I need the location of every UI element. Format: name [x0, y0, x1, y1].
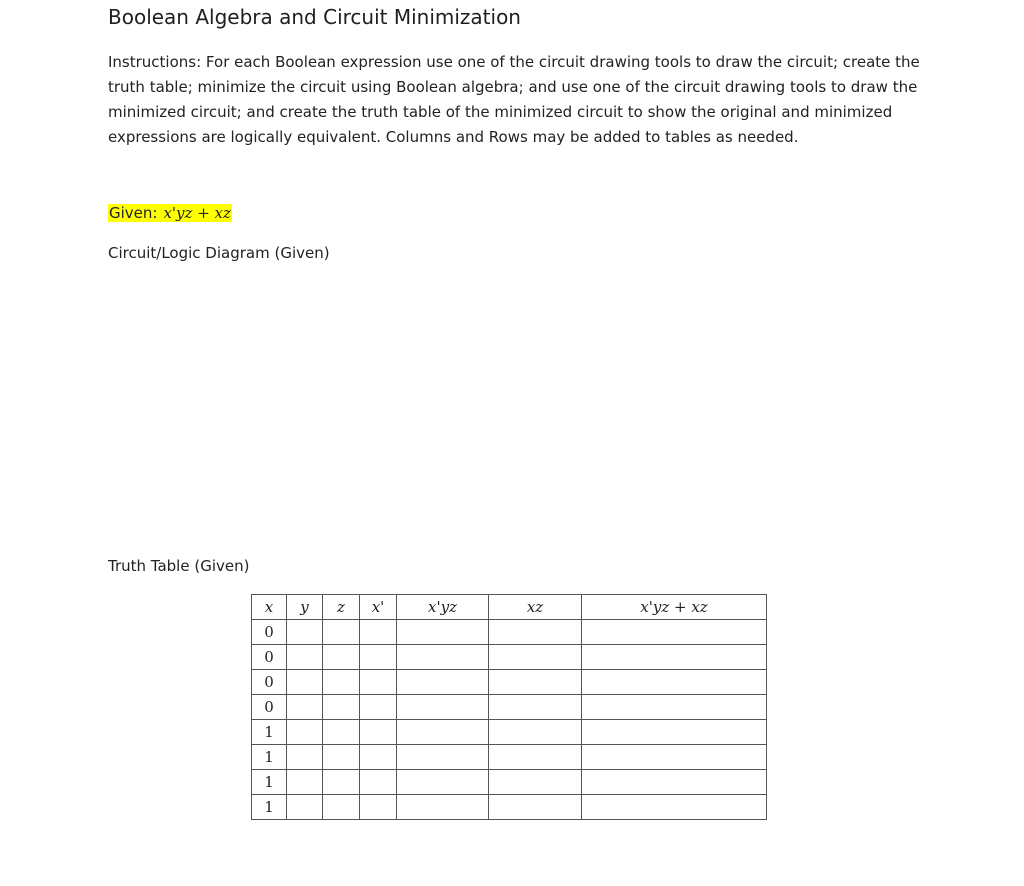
cell-x-value: 1: [252, 795, 287, 820]
table-cell-empty: [360, 795, 397, 820]
header-z: z: [323, 595, 360, 620]
table-cell-empty: [582, 745, 767, 770]
cell-x-value: 1: [252, 745, 287, 770]
table-cell-empty: [360, 645, 397, 670]
table-cell-empty: [323, 745, 360, 770]
table-row: [252, 720, 767, 745]
table-cell-empty: [397, 770, 489, 795]
header-x-z: xz: [489, 595, 582, 620]
table-cell-empty: [323, 670, 360, 695]
page-title: Boolean Algebra and Circuit Minimization: [108, 5, 521, 29]
table-cell-empty: [360, 620, 397, 645]
table-cell-empty: [489, 745, 582, 770]
table-cell-empty: [360, 720, 397, 745]
table-cell-empty: [287, 670, 323, 695]
table-cell-empty: [360, 745, 397, 770]
table-cell-empty: [582, 645, 767, 670]
table-cell-empty: [489, 720, 582, 745]
table-cell-empty: [582, 670, 767, 695]
table-cell-empty: [489, 770, 582, 795]
table-cell-empty: [397, 645, 489, 670]
table-cell-empty: [287, 795, 323, 820]
table-cell-empty: [323, 720, 360, 745]
table-cell-empty: [287, 720, 323, 745]
table-header-row: [252, 595, 767, 620]
table-cell-empty: [287, 695, 323, 720]
circuit-heading: Circuit/Logic Diagram (Given): [108, 244, 330, 262]
table-cell-empty: [397, 745, 489, 770]
table-cell-empty: [360, 770, 397, 795]
table-cell-empty: [397, 620, 489, 645]
table-cell-empty: [489, 620, 582, 645]
table-cell-empty: [287, 645, 323, 670]
table-cell-empty: [489, 795, 582, 820]
table-cell-empty: [489, 670, 582, 695]
given-expression: x'yz + xz: [163, 204, 231, 222]
table-cell-empty: [489, 645, 582, 670]
table-cell-empty: [287, 770, 323, 795]
table-cell-empty: [323, 770, 360, 795]
cell-x-value: 0: [252, 670, 287, 695]
table-cell-empty: [360, 695, 397, 720]
table-cell-empty: [582, 720, 767, 745]
table-cell-empty: [323, 645, 360, 670]
table-row: [252, 645, 767, 670]
table-cell-empty: [582, 695, 767, 720]
table-cell-empty: [582, 795, 767, 820]
table-cell-empty: [397, 720, 489, 745]
circuit-diagram-area: [108, 272, 928, 542]
header-result: x'yz + xz: [582, 595, 767, 620]
table-cell-empty: [287, 745, 323, 770]
table-cell-empty: [582, 770, 767, 795]
table-cell-empty: [360, 670, 397, 695]
truth-table-heading: Truth Table (Given): [108, 557, 250, 575]
table-row: [252, 795, 767, 820]
cell-x-value: 1: [252, 770, 287, 795]
table-cell-empty: [489, 695, 582, 720]
table-row: [252, 620, 767, 645]
given-label: Given:: [109, 204, 158, 222]
table-cell-empty: [397, 670, 489, 695]
table-row: [252, 670, 767, 695]
cell-x-value: 0: [252, 620, 287, 645]
table-cell-empty: [323, 620, 360, 645]
table-cell-empty: [323, 695, 360, 720]
table-row: [252, 770, 767, 795]
table-cell-empty: [397, 795, 489, 820]
table-cell-empty: [582, 620, 767, 645]
cell-x-value: 0: [252, 695, 287, 720]
table-cell-empty: [397, 695, 489, 720]
header-x-prime-y-z: x'yz: [397, 595, 489, 620]
truth-table: [251, 594, 767, 820]
given-line: [108, 204, 232, 222]
header-y: y: [287, 595, 323, 620]
table-row: [252, 745, 767, 770]
table-row: [252, 695, 767, 720]
header-x: x: [252, 595, 287, 620]
table-cell-empty: [287, 620, 323, 645]
cell-x-value: 0: [252, 645, 287, 670]
header-x-prime: x': [360, 595, 397, 620]
cell-x-value: 1: [252, 720, 287, 745]
table-cell-empty: [323, 795, 360, 820]
instructions-paragraph: Instructions: For each Boolean expression use one of the circuit drawing tools to draw the circuit; create the truth table; minimize the circuit using Boolean algebra; and use one of the circuit drawing tools to draw the minimized circuit; and create the truth table of the minimized circuit to show the original and minimized expressions are logically equivalent. Columns and Rows may be added to tables as needed.: [108, 53, 920, 146]
